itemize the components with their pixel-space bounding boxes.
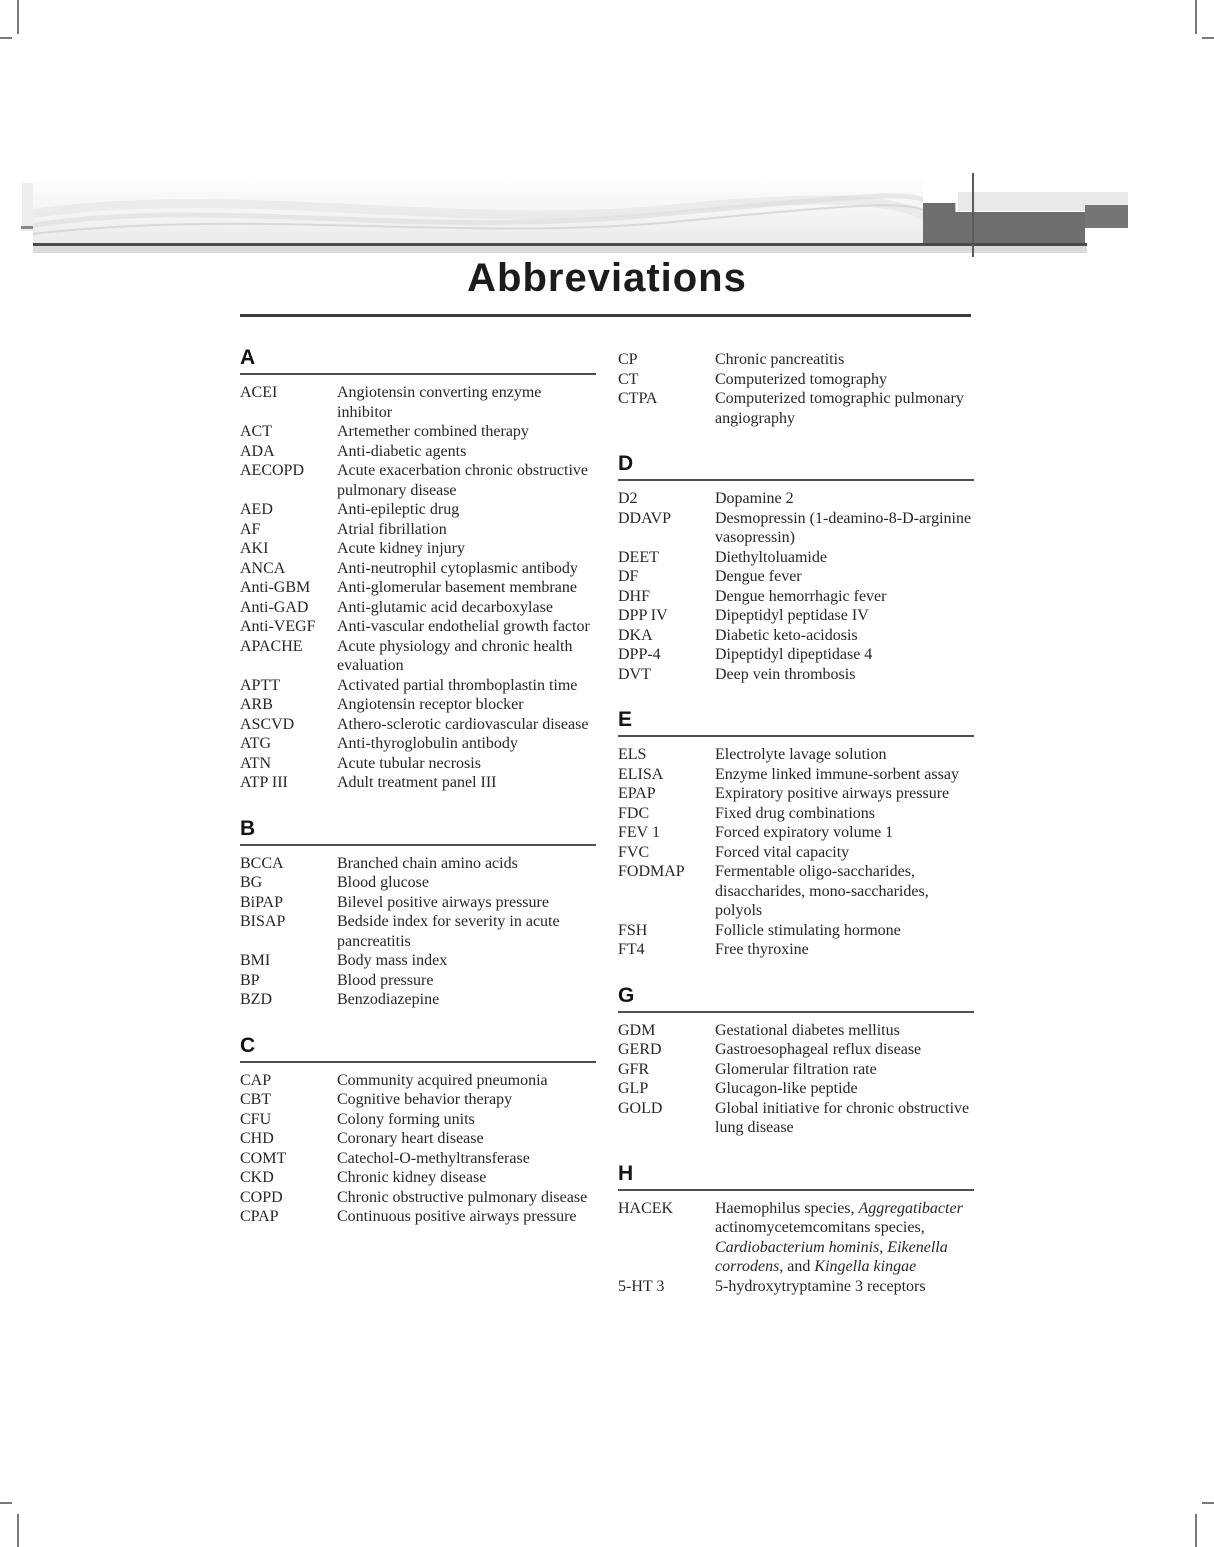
definition-segment: actinomycetemcomitans species, [715,1219,925,1236]
abbreviation-code: BG [240,874,263,891]
abbreviation-code: FODMAP [618,863,685,880]
abbreviation-definition: Forced expiratory volume 1 [715,824,894,841]
abbreviation-definition: Body mass index [337,952,448,969]
abbreviation-code: ACT [240,423,272,440]
abbreviation-code: AKI [240,540,269,557]
abbreviation-row [240,676,596,696]
abbreviation-row [240,873,596,893]
header-band-understrip [33,246,1087,253]
abbreviation-row [240,1168,596,1188]
abbreviation-row [618,509,974,548]
section-g [618,984,974,1138]
abbreviation-code: CKD [240,1169,274,1186]
abbreviation-code: ACEI [240,384,278,401]
abbreviation-code: ATP III [240,774,288,791]
crop-mark-top-right-horizontal [1202,37,1214,39]
abbreviation-code: CTPA [618,390,658,407]
abbreviation-code: EPAP [618,785,656,802]
abbreviation-definition: Adult treatment panel III [337,774,497,791]
abbreviation-code: BP [240,971,260,989]
abbreviation-code: ELISA [618,765,664,783]
abbreviation-code: DVT [618,665,651,683]
crop-mark-bottom-right-horizontal [1202,1502,1214,1504]
abbreviation-definition: Community acquired pneumonia [337,1071,548,1089]
abbreviation-row [618,587,974,607]
crop-mark-bottom-left-vertical [17,1514,19,1547]
abbreviation-code: AECOPD [240,462,305,479]
abbreviation-code: AED [240,501,273,518]
abbreviation-code: DHF [618,587,651,605]
column-right [618,350,974,1296]
definition-italic-segment: Cardiobacterium hominis [715,1238,880,1256]
section-d [618,452,974,684]
abbreviation-definition: Free thyroxine [715,941,809,958]
crop-mark-top-left-vertical [17,0,19,34]
abbreviation-definition: Diethyltoluamide [715,548,827,566]
abbreviation-definition: Anti-vascular endothelial growth factor [337,618,590,635]
abbreviation-definition: Catechol-O-methyltransferase [337,1149,530,1167]
abbreviation-row [618,745,974,765]
abbreviation-row [618,862,974,921]
abbreviation-definition: Diabetic keto-acidosis [715,626,858,644]
crop-mark-bottom-left-horizontal [0,1502,12,1504]
abbreviation-definition: Forced vital capacity [715,843,850,861]
abbreviation-definition: Glomerular filtration rate [715,1060,877,1078]
abbreviation-row [618,567,974,587]
abbreviation-definition: Anti-neutrophil cytoplasmic antibody [337,559,578,577]
section-b [240,817,596,1010]
abbreviation-row [240,773,596,793]
abbreviation-code: COMT [240,1149,287,1167]
abbreviation-definition: Acute tubular necrosis [337,754,481,772]
abbreviation-code: BISAP [240,913,286,930]
abbreviation-row [618,843,974,863]
abbreviation-code: CBT [240,1091,272,1108]
abbreviation-definition: Expiratory positive airways pressure [715,785,950,802]
abbreviation-definition: Blood glucose [337,874,429,891]
abbreviation-row [240,754,596,774]
abbreviation-row [240,951,596,971]
abbreviation-definition: Athero-sclerotic cardiovascular disease [337,715,589,733]
abbreviation-code: GDM [618,1021,656,1039]
abbreviation-row [240,442,596,462]
abbreviation-code: COPD [240,1188,283,1206]
abbreviation-row [240,912,596,951]
abbreviation-code: GERD [618,1041,662,1058]
abbreviation-definition: Acute exacerbation chronic obstructive pulmonary disease [337,462,588,499]
abbreviation-row [618,921,974,941]
abbreviation-row [618,1021,974,1041]
abbreviation-row [240,854,596,874]
abbreviation-definition: Chronic kidney disease [337,1169,487,1186]
abbreviation-row [618,389,974,428]
abbreviation-row [240,637,596,676]
crop-mark-top-left-horizontal [0,37,12,39]
abbreviation-definition: Dipeptidyl peptidase IV [715,607,869,624]
abbreviation-row [240,695,596,715]
abbreviation-definition: Atrial fibrillation [337,520,447,538]
abbreviation-row [240,971,596,991]
section-letter: B [240,817,596,846]
abbreviation-code: 5-HT 3 [618,1277,665,1295]
abbreviation-code: ATG [240,735,272,752]
abbreviation-code: CT [618,370,639,388]
abbreviation-row [240,990,596,1010]
abbreviation-row [240,461,596,500]
abbreviation-definition: Activated partial thromboplastin time [337,676,578,694]
abbreviation-definition: Gastroesophageal reflux disease [715,1041,922,1058]
abbreviation-row [240,734,596,754]
registration-line [972,173,974,257]
abbreviation-row [618,1060,974,1080]
abbreviation-definition: Chronic pancreatitis [715,351,845,368]
abbreviation-definition: Coronary heart disease [337,1130,484,1147]
abbreviation-row [240,559,596,579]
abbreviation-definition: 5-hydroxytryptamine 3 receptors [715,1277,926,1295]
definition-italic-segment: Aggregatibacter [858,1199,963,1217]
section-a [240,346,596,793]
abbreviation-row [618,784,974,804]
abbreviation-row [618,645,974,665]
abbreviation-row [240,893,596,913]
abbreviation-definition: Gestational diabetes mellitus [715,1021,900,1039]
abbreviation-row [618,765,974,785]
abbreviation-code: BZD [240,991,272,1008]
abbreviation-definition: Angiotensin converting enzyme inhibitor [337,384,542,421]
abbreviation-definition: Acute kidney injury [337,540,465,557]
abbreviation-code: ATN [240,754,272,772]
abbreviation-definition: Desmopressin (1-deamino-8-D-arginine vasopressin) [715,509,972,546]
abbreviation-code: GLP [618,1080,649,1097]
abbreviation-code: CPAP [240,1208,279,1225]
abbreviation-code: GOLD [618,1099,663,1117]
abbreviation-row [240,617,596,637]
section-letter: D [618,452,974,481]
abbreviation-code: DEET [618,548,659,566]
section-letter: G [618,984,974,1013]
abbreviation-code: CFU [240,1110,272,1128]
abbreviation-definition: Artemether combined therapy [337,423,529,440]
abbreviation-definition: Global initiative for chronic obstructive lung disease [715,1099,970,1136]
abbreviation-row [240,1188,596,1208]
abbreviation-code: D2 [618,490,638,507]
wave-graphic [33,181,923,243]
header-dark-gray-block-right [1085,205,1128,228]
abbreviation-definition: Cognitive behavior therapy [337,1091,513,1108]
abbreviation-code: ADA [240,442,275,460]
section-letter: E [618,708,974,737]
crop-mark-top-right-vertical [1195,0,1197,34]
abbreviation-row [240,715,596,735]
abbreviation-code: DPP-4 [618,646,661,663]
abbreviation-row [240,383,596,422]
section-letter: C [240,1034,596,1063]
abbreviation-code: Anti-VEGF [240,618,316,635]
abbreviation-definition: Bilevel positive airways pressure [337,893,549,911]
abbreviation-definition: Fermentable oligo-saccharides, disaccharides, mono-saccharides, polyols [715,863,929,919]
abbreviation-definition: Bedside index for severity in acute pancreatitis [337,913,560,950]
abbreviation-code: FSH [618,921,648,939]
abbreviation-code: DF [618,568,639,585]
abbreviation-row [618,606,974,626]
abbreviation-row [618,626,974,646]
abbreviation-row [618,489,974,509]
abbreviation-code: Anti-GAD [240,598,309,616]
abbreviation-definition: Electrolyte lavage solution [715,746,887,763]
abbreviation-row [240,1129,596,1149]
section-e [618,708,974,960]
abbreviation-definition: Continuous positive airways pressure [337,1208,577,1225]
abbreviation-definition: Dipeptidyl dipeptidase 4 [715,646,873,663]
definition-segment: , and [779,1258,815,1275]
abbreviation-definition: Deep vein thrombosis [715,665,856,683]
abbreviation-definition: Blood pressure [337,971,434,989]
section-letter: A [240,346,596,375]
abbreviation-definition: Acute physiology and chronic health evaluation [337,637,573,674]
abbreviation-row [618,350,974,370]
abbreviation-row [618,665,974,685]
abbreviation-row [240,1149,596,1169]
abbreviation-definition: Angiotensin receptor blocker [337,696,524,713]
abbreviation-row [618,1099,974,1138]
abbreviation-code: AF [240,520,261,538]
abbreviation-row [240,500,596,520]
abbreviation-code: Anti-GBM [240,579,311,596]
title-rule [240,314,971,317]
section-letter: H [618,1162,974,1191]
abbreviation-row [618,1079,974,1099]
abbreviation-code: ASCVD [240,715,295,733]
abbreviation-row [240,578,596,598]
abbreviation-code: APACHE [240,637,303,655]
abbreviation-row [240,539,596,559]
abbreviation-definition: Anti-epileptic drug [337,501,460,518]
abbreviation-definition: Anti-glomerular basement membrane [337,579,577,596]
definition-segment: , [879,1238,888,1256]
abbreviation-row [618,823,974,843]
abbreviation-row [240,1071,596,1091]
definition-segment: Haemophilus species, [715,1199,859,1217]
crop-mark-bottom-right-vertical [1195,1514,1197,1547]
abbreviation-row [618,370,974,390]
abbreviation-definition: Computerized tomographic pulmonary angiography [715,390,964,427]
abbreviation-code: DPP IV [618,607,668,624]
abbreviation-row [618,1040,974,1060]
abbreviation-code: FEV 1 [618,824,660,841]
abbreviation-row [240,1090,596,1110]
abbreviation-definition: Fixed drug combinations [715,804,875,822]
definition-italic-segment: Kingella kingae [814,1258,917,1275]
abbreviation-code: FT4 [618,941,645,958]
abbreviation-code: FVC [618,843,650,861]
abbreviation-definition: Dengue hemorrhagic fever [715,587,887,605]
header-band-left-tab [22,183,33,231]
abbreviation-row [618,804,974,824]
abbreviation-code: GFR [618,1060,650,1078]
abbreviation-row [240,1207,596,1227]
abbreviation-code: CAP [240,1071,272,1089]
abbreviation-code: CHD [240,1130,274,1147]
abbreviation-definition: Anti-glutamic acid decarboxylase [337,598,553,616]
abbreviation-row [618,548,974,568]
page-title: Abbreviations [467,256,747,300]
abbreviation-definition: Dopamine 2 [715,490,794,507]
abbreviation-code: HACEK [618,1199,674,1217]
abbreviation-code: ARB [240,696,273,713]
abbreviation-row [240,598,596,618]
abbreviation-code: BCCA [240,854,284,872]
abbreviation-code: ELS [618,746,647,763]
abbreviation-definition: Anti-thyroglobulin antibody [337,735,518,752]
abbreviation-row [240,520,596,540]
section-c [240,1034,596,1227]
abbreviation-row [240,422,596,442]
section-continued [618,350,974,428]
header-band [33,181,923,243]
abbreviation-definition: Glucagon-like peptide [715,1080,858,1097]
abbreviation-definition: Dengue fever [715,568,802,585]
abbreviation-code: FDC [618,804,650,822]
abbreviation-code: CP [618,351,638,368]
section-h [618,1162,974,1297]
abbreviation-code: APTT [240,676,280,694]
abbreviation-row [618,1199,974,1277]
abbreviation-code: BiPAP [240,893,283,911]
abbreviation-definition: Follicle stimulating hormone [715,921,901,939]
abbreviation-code: DKA [618,626,653,644]
abbreviation-definition [715,1199,974,1277]
abbreviation-definition: Enzyme linked immune-sorbent assay [715,765,959,783]
abbreviation-code: DDAVP [618,509,672,527]
abbreviation-definition: Colony forming units [337,1110,475,1128]
abbreviation-row [618,1277,974,1297]
abbreviation-definition: Benzodiazepine [337,991,440,1008]
abbreviation-definition: Branched chain amino acids [337,854,518,872]
abbreviation-definition: Chronic obstructive pulmonary disease [337,1188,588,1206]
abbreviation-row [240,1110,596,1130]
definition-italic-segment: Eikenella corrodens [715,1238,948,1275]
abbreviation-definition: Computerized tomography [715,370,887,388]
abbreviation-code: ANCA [240,559,286,577]
abbreviation-definition: Anti-diabetic agents [337,442,467,460]
column-left [240,346,596,1227]
abbreviation-code: BMI [240,952,271,969]
abbreviation-row [618,940,974,960]
